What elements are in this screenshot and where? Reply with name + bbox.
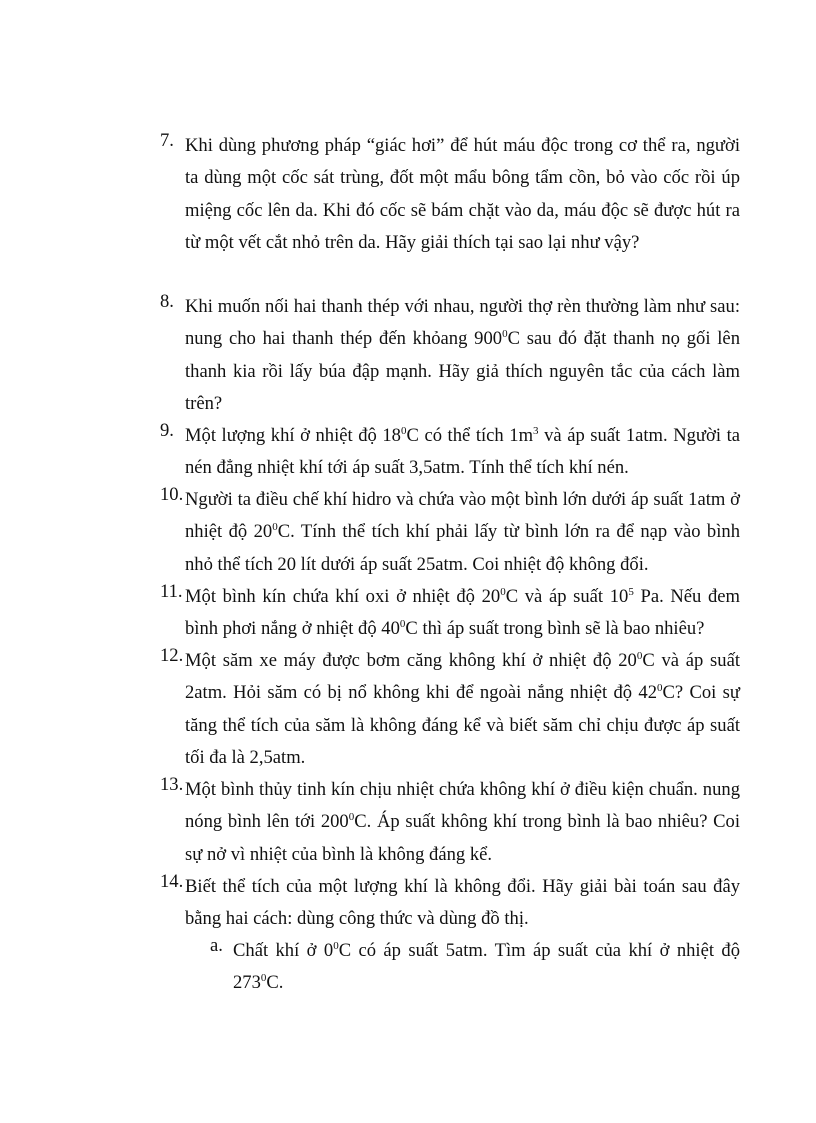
question-13 — [160, 774, 740, 871]
question-12 — [160, 645, 740, 774]
question-number: 14. — [160, 871, 184, 892]
question-text: Một bình kín chứa khí oxi ở nhiệt độ $20^0C$ và áp suất $10^5$ Pa. Nếu đem bình phơi nắng ở nhiệt độ $40^0C$ thì áp suất trong bình sẽ là bao nhiêu? — [185, 586, 740, 640]
question-text: Người ta điều chế khí hidro và chứa vào một bình lớn dưới áp suất 1atm ở nhiệt độ $20^0C$. Tính thể tích khí phải lấy từ bình lớn ra để nạp vào bình nhỏ thể tích 20 lít dưới áp suất 25atm. Coi nhiệt độ không đổi. — [185, 489, 740, 575]
question-9 — [160, 420, 740, 485]
question-text: Biết thể tích của một lượng khí là không đổi. Hãy giải bài toán sau đây bằng hai cách: dùng công thức và dùng đồ thị. — [185, 876, 740, 930]
question-number: 10. — [160, 484, 184, 505]
question-text: Một săm xe máy được bơm căng không khí ở nhiệt độ $20^0C$ và áp suất 2atm. Hỏi săm có bị nổ không khi để ngoài nắng nhiệt độ $42^0C$? Coi sự tăng thể tích của săm là không đáng kể và biết săm chỉ chịu được áp suất tối đa là 2,5atm. — [185, 650, 740, 768]
question-text: Khi dùng phương pháp “giác hơi” để hút máu độc trong cơ thể ra, người ta dùng một cốc sát trùng, đốt một mẩu bông tẩm cồn, bỏ vào cốc rồi úp miệng cốc lên da. Khi đó cốc sẽ bám chặt vào da, máu độc sẽ được hút ra từ một vết cắt nhỏ trên da. Hãy giải thích tại sao lại như vậy? — [185, 135, 740, 253]
question-number: 7. — [160, 130, 174, 151]
question-text: Một bình thủy tinh kín chịu nhiệt chứa không khí ở điều kiện chuẩn. nung nóng bình lên tới $200^0C$. Áp suất không khí trong bình là bao nhiêu? Coi sự nở vì nhiệt của bình là không đáng kể. — [185, 779, 740, 865]
question-number: 12. — [160, 645, 184, 666]
question-number: 11. — [160, 581, 183, 602]
question-text: Một lượng khí ở nhiệt độ $18^0C$ có thể tích $1m^3$ và áp suất 1atm. Người ta nén đẳng nhiệt khí tới áp suất 3,5atm. Tính thể tích khí nén. — [185, 425, 740, 479]
subquestion-a — [210, 935, 740, 1000]
subquestion-text: Chất khí ở $0^0C$ có áp suất 5atm. Tìm áp suất của khí ở nhiệt độ $273^0C$. — [233, 940, 740, 994]
question-7 — [160, 130, 740, 259]
question-text: Khi muốn nối hai thanh thép với nhau, người thợ rèn thường làm như sau: nung cho hai thanh thép đến khỏang $900^0C$ sau đó đặt thanh nọ gối lên thanh kia rồi lấy búa đập mạnh. Hãy giả thích nguyên tắc của cách làm trên? — [185, 296, 740, 414]
question-number: 8. — [160, 291, 174, 312]
question-number: 9. — [160, 420, 174, 441]
question-10 — [160, 484, 740, 581]
question-11 — [160, 581, 740, 646]
question-14 — [160, 871, 740, 936]
question-number: 13. — [160, 774, 184, 795]
question-8 — [160, 291, 740, 420]
subquestion-letter: a. — [210, 935, 223, 956]
